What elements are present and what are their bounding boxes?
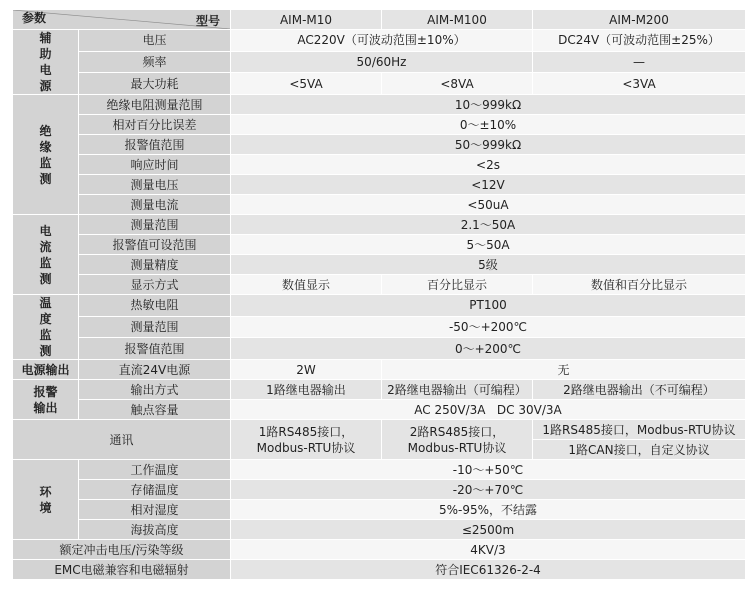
cell-value: 2路继电器输出（可编程）: [382, 380, 533, 400]
comm-line: Modbus-RTU协议: [256, 440, 356, 455]
table-row: [13, 520, 746, 540]
row-label: 海拔高度: [79, 520, 231, 540]
table-row: [13, 115, 746, 135]
row-label: 额定冲击电压/污染等级: [13, 540, 231, 560]
table-row: [13, 400, 746, 420]
table-row: [13, 420, 746, 440]
row-label: 响应时间: [79, 155, 231, 175]
table-row: [13, 380, 746, 400]
cell-value: <50uA: [231, 195, 746, 215]
cell-value: -20～+70℃: [231, 480, 746, 500]
table-row: [13, 175, 746, 195]
header-model-label: 型号: [195, 14, 220, 28]
cell-value: [382, 420, 533, 460]
row-label: 相对百分比误差: [79, 115, 231, 135]
table-row: [13, 255, 746, 275]
table-row: [13, 500, 746, 520]
category-temperature: 温度监测: [13, 295, 79, 360]
comm-label: 通讯: [13, 420, 231, 460]
cell-value: 2路继电器输出（不可编程）: [533, 380, 746, 400]
cell-value: <3VA: [533, 73, 746, 95]
table-row: [13, 155, 746, 175]
table-row: [13, 95, 746, 115]
table-row: [13, 135, 746, 155]
cell-value: <5VA: [231, 73, 382, 95]
cell-value: 5～50A: [231, 235, 746, 255]
cell-value: 数值显示: [231, 275, 382, 295]
row-label: 热敏电阻: [79, 295, 231, 317]
table-row: [13, 360, 746, 380]
row-label: 显示方式: [79, 275, 231, 295]
category-alarm-output: 报警输出: [13, 380, 79, 420]
cell-value: —: [533, 51, 746, 73]
cell-value: 无: [382, 360, 746, 380]
cell-value: -50～+200℃: [231, 316, 746, 338]
row-label: 测量范围: [79, 215, 231, 235]
row-label: 报警值可设范围: [79, 235, 231, 255]
table-row: [13, 540, 746, 560]
category-aux-power: 辅助电源: [13, 30, 79, 95]
cell-value: 1路CAN接口，自定义协议: [533, 440, 746, 460]
model-m10: AIM-M10: [231, 10, 382, 30]
row-label: EMC电磁兼容和电磁辐射: [13, 560, 231, 580]
row-label: 测量电流: [79, 195, 231, 215]
category-current: 电流监测: [13, 215, 79, 295]
cell-value: -10～+50℃: [231, 460, 746, 480]
cell-value: 4KV/3: [231, 540, 746, 560]
cell-value: 2.1～50A: [231, 215, 746, 235]
model-m200: AIM-M200: [533, 10, 746, 30]
row-label: 输出方式: [79, 380, 231, 400]
row-label: 报警值范围: [79, 135, 231, 155]
table-row: [13, 460, 746, 480]
table-row: [13, 51, 746, 73]
cell-value: 2W: [231, 360, 382, 380]
row-label: 测量精度: [79, 255, 231, 275]
cell-value: ≤2500m: [231, 520, 746, 540]
row-label: 工作温度: [79, 460, 231, 480]
spec-table: [12, 9, 746, 580]
table-row: [13, 235, 746, 255]
cell-value: 10～999kΩ: [231, 95, 746, 115]
cell-value: 5级: [231, 255, 746, 275]
header-param-label: 参数: [22, 11, 47, 25]
model-m100: AIM-M100: [382, 10, 533, 30]
cell-value: 百分比显示: [382, 275, 533, 295]
category-insulation: 绝缘监测: [13, 95, 79, 215]
cell-value: 数值和百分比显示: [533, 275, 746, 295]
table-row: [13, 295, 746, 317]
cell-value: 1路继电器输出: [231, 380, 382, 400]
table-row: [13, 30, 746, 52]
row-label: 电压: [79, 30, 231, 52]
cell-value: PT100: [231, 295, 746, 317]
table-row: [13, 275, 746, 295]
cell-value: <8VA: [382, 73, 533, 95]
cell-value: 0～+200℃: [231, 338, 746, 360]
row-label: 报警值范围: [79, 338, 231, 360]
cell-value: <12V: [231, 175, 746, 195]
table-row: [13, 73, 746, 95]
row-label: 相对湿度: [79, 500, 231, 520]
comm-line: 2路RS485接口，: [409, 424, 505, 439]
category-power-output: 电源输出: [13, 360, 79, 380]
cell-value: 1路RS485接口，Modbus-RTU协议: [533, 420, 746, 440]
row-label: 测量电压: [79, 175, 231, 195]
row-label: 绝缘电阻测量范围: [79, 95, 231, 115]
comm-line: Modbus-RTU协议: [407, 440, 507, 455]
cell-value: AC 250V/3A DC 30V/3A: [231, 400, 746, 420]
table-row: [13, 316, 746, 338]
row-label: 存储温度: [79, 480, 231, 500]
row-label: 最大功耗: [79, 73, 231, 95]
cell-value: [231, 420, 382, 460]
cell-value: DC24V（可波动范围±25%）: [533, 30, 746, 52]
table-row: [13, 215, 746, 235]
cell-value: 5%-95%，不结露: [231, 500, 746, 520]
row-label: 直流24V电源: [79, 360, 231, 380]
header-corner: [13, 10, 231, 30]
table-row: [13, 560, 746, 580]
row-label: 频率: [79, 51, 231, 73]
cell-value: 50～999kΩ: [231, 135, 746, 155]
table-row: [13, 480, 746, 500]
cell-value: 0～±10%: [231, 115, 746, 135]
comm-line: 1路RS485接口，: [258, 424, 354, 439]
cell-value: <2s: [231, 155, 746, 175]
header-row: [13, 10, 746, 30]
table-row: [13, 338, 746, 360]
row-label: 触点容量: [79, 400, 231, 420]
cell-value: AC220V（可波动范围±10%）: [231, 30, 533, 52]
category-environment: 环境: [13, 460, 79, 540]
row-label: 测量范围: [79, 316, 231, 338]
cell-value: 符合IEC61326-2-4: [231, 560, 746, 580]
cell-value: 50/60Hz: [231, 51, 533, 73]
table-row: [13, 195, 746, 215]
